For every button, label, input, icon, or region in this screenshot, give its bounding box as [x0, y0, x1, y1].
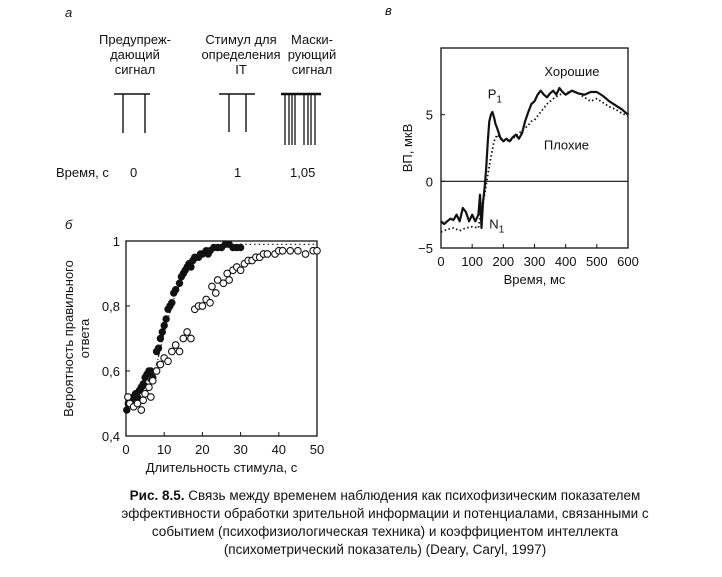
poor-series-line [441, 91, 628, 232]
x-tick-label: 0 [122, 442, 130, 457]
x-tick-label: 400 [554, 254, 577, 269]
x-tick-label: 50 [309, 442, 325, 457]
figure-caption [95, 487, 675, 559]
y-axis-label-line2: ответа [77, 318, 92, 359]
y-tick-label: 0,8 [101, 299, 120, 314]
panel-b-label: б [65, 217, 73, 232]
caption-text: Связь между временем наблюдения как психофизическим показателем эффективности обработки зрительной информации и потенциалами, связанными с событием (психофизиологическая техника) и коэффициентом интеллекта (психометрический показатель) (Deary, Caryl, 1997) [121, 488, 649, 557]
time-label: Время, с [56, 165, 109, 180]
y-axis-label: ВП, мкВ [400, 123, 415, 173]
x-tick-label: 20 [195, 442, 210, 457]
x-tick-label: 300 [523, 254, 546, 269]
x-tick-label: 100 [461, 254, 484, 269]
y-tick-label: 0,6 [101, 364, 120, 379]
time-1: 1 [234, 165, 242, 180]
x-tick-label: 10 [156, 442, 172, 457]
poor-series-label: Плохие [543, 137, 590, 153]
good-series-label: Хорошие [544, 64, 600, 79]
x-tick-label: 500 [585, 254, 608, 269]
y-tick-label: 5 [425, 107, 433, 123]
x-tick-label: 0 [437, 254, 445, 269]
stimulus-heading: Стимул для определения IT [201, 32, 281, 77]
n1-annotation: $N_1$ [489, 216, 505, 236]
warning-signal-heading: Предупреж- дающий сигнал [99, 32, 171, 77]
y-tick-label: 1 [112, 234, 120, 249]
x-axis-label: Время, мс [503, 272, 566, 287]
time-0: 0 [130, 165, 138, 180]
panel-a-label: а [65, 5, 73, 20]
x-tick-label: 40 [271, 442, 287, 457]
y-axis-label-line1: Вероятность правильного [61, 260, 76, 417]
time-1-05: 1,05 [290, 165, 316, 180]
masking-signal-heading: Маски- рующий сигнал [287, 32, 337, 77]
x-axis-label: Длительность стимула, с [145, 460, 298, 475]
y-tick-label: −5 [418, 241, 433, 256]
panel-c-label: в [385, 3, 392, 18]
x-tick-label: 600 [617, 254, 639, 269]
x-tick-label: 30 [233, 442, 248, 457]
y-tick-label: 0 [425, 174, 433, 190]
good-series-line [441, 88, 628, 228]
x-tick-label: 200 [492, 254, 515, 269]
y-tick-label: 0,4 [101, 429, 120, 444]
caption-figure-number: Рис. 8.5. [129, 488, 185, 503]
p1-annotation: $P_1$ [487, 86, 502, 106]
